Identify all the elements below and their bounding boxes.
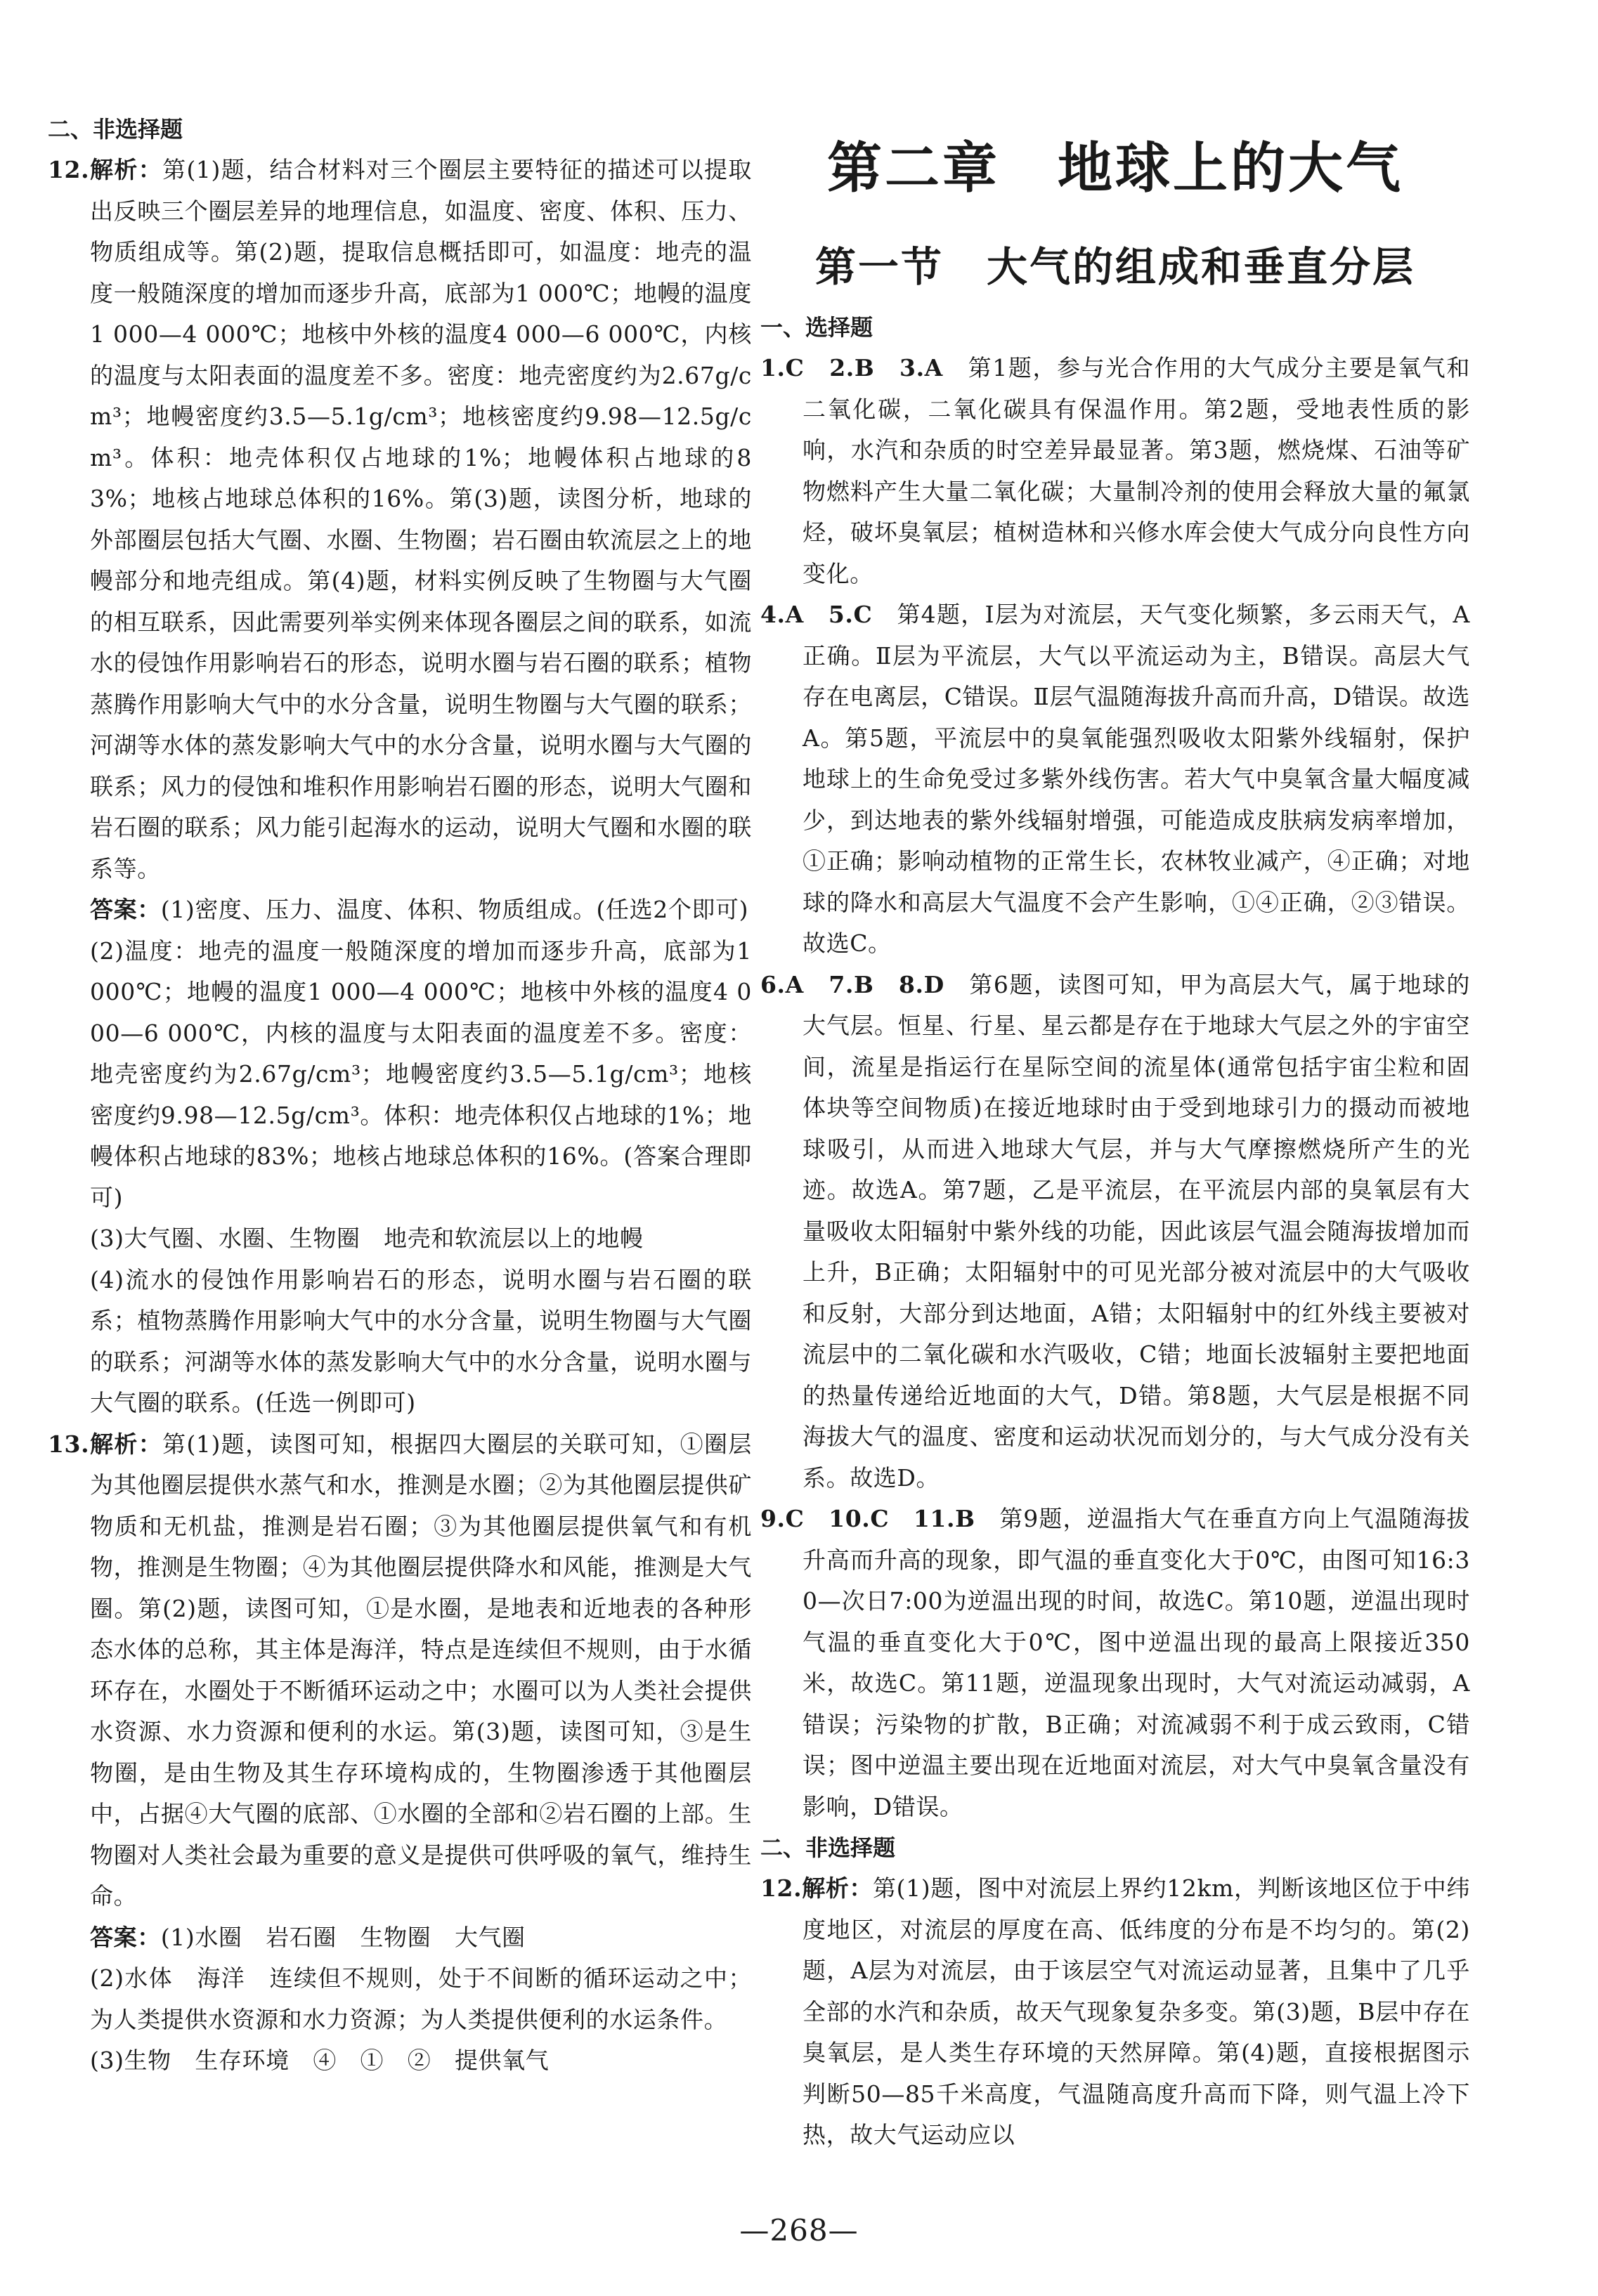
choice-group-1 (760, 348, 1470, 594)
right-q12-analysis-text: 第(1)题，图中对流层上界约12km，判断该地区位于中纬度地区，对流层的厚度在高、低纬度的分布是不均匀的。第(2)题，A层为对流层，由于该层空气对流运动显著，且集中了几乎全部的水汽和杂质，故天气现象复杂多变。第(3)题，B层中存在臭氧层，是人类生存环境的天然屏障。第(4)题，直接根据图示判断50—85千米高度，气温随高度升高而下降，则气温上冷下热，故大气运动应以 (803, 1874, 1470, 2148)
choice-answers-2: 4.A 5.C (760, 601, 873, 628)
q12-analysis-text: 第(1)题，结合材料对三个圈层主要特征的描述可以提取出反映三个圈层差异的地理信息，如温度、密度、体积、压力、物质组成等。第(2)题，提取信息概括即可，如温度：地壳的温度一般随深度的增加而逐步升高，底部为1 000℃；地幔的温度1 000—4 000℃；地核中外核的温度4 000—6 000℃，内核的温度与太阳表面的温度差不多。密度：地壳密度约为2.67g/cm³；地幔密度约3.5—5.1g/cm³；地核密度约9.98—12.5g/cm³。体积：地壳体积仅占地球的1%；地幔体积占地球的83%；地核占地球总体积的16%。第(3)题，读图分析，地球的外部圈层包括大气圈、水圈、生物圈；岩石圈由软流层之上的地幔部分和地壳组成。第(4)题，材料实例反映了生物圈与大气圈的相互联系，因此需要列举实例来体现各圈层之间的联系，如流水的侵蚀作用影响岩石的形态，说明水圈与岩石圈的联系；植物蒸腾作用影响大气中的水分含量，说明生物圈与大气圈的联系；河湖等水体的蒸发影响大气中的水分含量，说明水圈与大气圈的联系；风力的侵蚀和堆积作用影响岩石圈的形态，说明大气圈和岩石圈的联系；风力能引起海水的运动，说明大气圈和水圈的联系等。 (90, 156, 752, 882)
choice-answers-4: 9.C 10.C 11.B (760, 1505, 975, 1532)
right-q12-analysis (760, 1868, 1470, 2156)
choice-group-2 (760, 594, 1470, 965)
q13-answer-2: (2)水体 海洋 连续但不规则，处于不间断的循环运动之中；为人类提供水资源和水力资源；为人类提供便利的水运条件。 (90, 1964, 752, 2033)
page-number: —268— (739, 2213, 859, 2248)
choice-explanation-4: 第9题，逆温指大气在垂直方向上气温随海拔升高而升高的现象，即气温的垂直变化大于0℃，由图可知16:30—次日7:00为逆温出现的时间，故选C。第10题，逆温出现时气温的垂直变化大于0℃，图中逆温出现的最高上限接近350米，故选C。第11题，逆温现象出现时，大气对流运动减弱，A错误；污染物的扩散，B正确；对流减弱不利于成云致雨，C错误；图中逆温主要出现在近地面对流层，对大气中臭氧含量没有影响，D错误。 (803, 1505, 1470, 1820)
q13-answer-3: (3)生物 生存环境 ④ ① ② 提供氧气 (90, 2047, 550, 2074)
q12-answer-1 (48, 889, 752, 931)
q13-analysis-text: 第(1)题，读图可知，根据四大圈层的关联可知，①圈层为其他圈层提供水蒸气和水，推测是水圈；②为其他圈层提供矿物质和无机盐，推测是岩石圈；③为其他圈层提供氧气和有机物，推测是生物圈；④为其他圈层提供降水和风能，推测是大气圈。第(2)题，读图可知，①是水圈，是地表和近地表的各种形态水体的总称，其主体是海洋，特点是连续但不规则，由于水循环存在，水圈处于不断循环运动之中；水圈可以为人类社会提供水资源、水力资源和便利的水运。第(3)题，读图可知，③是生物圈，是由生物及其生存环境构成的，生物圈渗透于其他圈层中，占据④大气圈的底部、①水圈的全部和②岩石圈的上部。生物圈对人类社会最为重要的意义是提供可供呼吸的氧气，维持生命。 (90, 1430, 752, 1910)
choice-answers-1: 1.C 2.B 3.A (760, 354, 943, 381)
choice-explanation-3: 第6题，读图可知，甲为高层大气，属于地球的大气层。恒星、行星、星云都是存在于地球大气层之外的宇宙空间，流星是指运行在星际空间的流星体(通常包括宇宙尘粒和固体块等空间物质)在接近地球时由于受到地球引力的摄动而被地球吸引，从而进入地球大气层，并与大气摩擦燃烧所产生的光迹。故选A。第7题，乙是平流层，在平流层内部的臭氧层有大量吸收太阳辐射中紫外线的功能，因此该层气温会随海拔增加而上升，B正确；太阳辐射中的可见光部分被对流层中的大气吸收和反射，大部分到达地面，A错；太阳辐射中的红外线主要被对流层中的二氧化碳和水汽吸收，C错；地面长波辐射主要把地面的热量传递给近地面的大气，D错。第8题，大气层是根据不同海拔大气的温度、密度和运动状况而划分的，与大气成分没有关系。故选D。 (803, 970, 1470, 1492)
answer-label: 答案： (90, 896, 161, 923)
q12-answer-2: (2)温度：地壳的温度一般随深度的增加而逐步升高，底部为1 000℃；地幔的温度1 000—4 000℃；地核中外核的温度4 000—6 000℃，内核的温度与太阳表面的温度差不多。密度：地壳密度约为2.67g/cm³；地幔密度约3.5—5.1g/cm³；地核密度约9.98—12.5g/cm³。体积：地壳体积仅占地球的1%；地幔体积占地球的83%；地核占地球总体积的16%。(答案合理即可) (90, 937, 752, 1211)
analysis-label: 解析： (89, 156, 163, 183)
answer-label: 答案： (90, 1923, 161, 1951)
analysis-label: 解析： (802, 1874, 873, 1902)
right-q12-number: 12. (760, 1874, 803, 1902)
q13-answer-1-text: (1)水圈 岩石圈 生物圈 大气圈 (160, 1923, 526, 1951)
q13-answer-1 (48, 1917, 752, 1959)
q13-analysis (48, 1424, 752, 1917)
section-title: 第一节 大气的组成和垂直分层 (814, 243, 1415, 291)
left-column (48, 109, 752, 2082)
section-heading-nonchoice-right: 二、非选择题 (760, 1834, 896, 1861)
q12-answer-1-text: (1)密度、压力、温度、体积、物质组成。(任选2个即可) (160, 896, 749, 923)
analysis-label: 解析： (89, 1430, 163, 1458)
choice-group-3 (760, 965, 1470, 1499)
choice-group-4 (760, 1499, 1470, 1827)
chapter-title: 第二章 地球上的大气 (826, 137, 1403, 200)
q12-answer-3: (3)大气圈、水圈、生物圈 地壳和软流层以上的地幔 (90, 1225, 644, 1252)
section-heading-choice: 一、选择题 (760, 314, 873, 341)
right-column (760, 123, 1470, 2156)
choice-answers-3: 6.A 7.B 8.D (760, 970, 944, 998)
section-heading-nonchoice: 二、非选择题 (48, 116, 183, 143)
q12-analysis (48, 150, 752, 889)
choice-explanation-1: 第1题，参与光合作用的大气成分主要是氧气和二氧化碳，二氧化碳具有保温作用。第2题，受地表性质的影响，水汽和杂质的时空差异最显著。第3题，燃烧煤、石油等矿物燃料产生大量二氧化碳；大量制冷剂的使用会释放大量的氟氯烃，破坏臭氧层；植树造林和兴修水库会使大气成分向良性方向变化。 (803, 354, 1470, 587)
q12-answer-4: (4)流水的侵蚀作用影响岩石的形态，说明水圈与岩石圈的联系；植物蒸腾作用影响大气中的水分含量，说明生物圈与大气圈的联系；河湖等水体的蒸发影响大气中的水分含量，说明水圈与大气圈的联系。(任选一例即可) (90, 1265, 752, 1416)
choice-explanation-2: 第4题，Ⅰ层为对流层，天气变化频繁，多云雨天气，A正确。Ⅱ层为平流层，大气以平流运动为主，B错误。高层大气存在电离层，C错误。Ⅱ层气温随海拔升高而升高，D错误。故选A。第5题，平流层中的臭氧能强烈吸收太阳紫外线辐射，保护地球上的生命免受过多紫外线伤害。若大气中臭氧含量大幅度减少，到达地表的紫外线辐射增强，可能造成皮肤病发病率增加，①正确；影响动植物的正常生长，农林牧业减产，④正确；对地球的降水和高层大气温度不会产生影响，①④正确，②③错误。故选C。 (803, 601, 1470, 957)
q12-number: 12. (48, 156, 90, 183)
q13-number: 13. (48, 1430, 90, 1458)
